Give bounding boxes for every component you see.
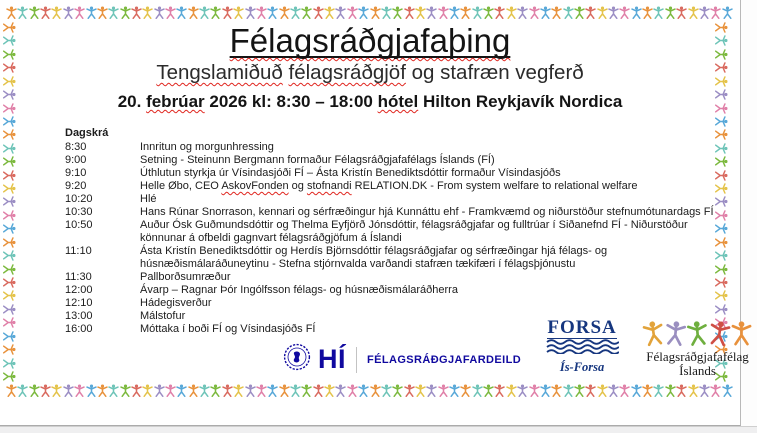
agenda-item-text: Móttaka í boði FÍ og Vísindasjóðs FÍ xyxy=(140,323,316,335)
agenda-item-text: Hans Rúnar Snorrason, kennari og sérfræðingur hjá Kunnáttu ehf - Framkvæmd og niðurstöður stefnumótunardags FÍ xyxy=(140,206,714,218)
agenda xyxy=(65,127,723,336)
agenda-time: 9:10 xyxy=(65,167,87,179)
agenda-item-text: Úthlutun styrkja úr Vísindasjóði FÍ – Ásta Kristín Benediktsdóttir formaður Vísindasjóðs xyxy=(140,167,561,179)
window-bottom-strip xyxy=(0,426,757,433)
forsa-logo xyxy=(539,318,625,375)
agenda-list xyxy=(65,141,723,336)
agenda-row xyxy=(65,206,723,219)
agenda-item-text: Málstofur xyxy=(140,310,186,322)
logos-row xyxy=(283,314,752,384)
agenda-row xyxy=(65,141,723,154)
date-line xyxy=(0,92,740,112)
agenda-item-text: Helle Øbo, CEO AskovFonden og stofnandi RELATION.DK - From system welfare to relational welfare xyxy=(140,180,638,192)
hi-logo xyxy=(283,343,521,376)
agenda-time: 9:20 xyxy=(65,180,87,192)
agenda-time: 13:00 xyxy=(65,310,93,322)
agenda-row xyxy=(65,271,723,284)
hi-seal-icon xyxy=(283,343,311,376)
hi-department-label: FÉLAGSRÁÐGJAFARDEILD xyxy=(367,353,522,366)
page-title-text: Félagsráðgjafaþing xyxy=(229,22,511,59)
paper-doll-border-bottom xyxy=(6,384,733,397)
date-line-text: 20. febrúar 2026 kl: 8:30 – 18:00 hótel Hilton Reykjavík Nordica xyxy=(117,92,623,111)
fi-name-line2: Íslands xyxy=(679,363,716,378)
forsa-name: FORSA xyxy=(547,317,617,338)
fi-logo xyxy=(643,314,752,378)
agenda-time: 12:00 xyxy=(65,284,93,296)
agenda-item-text: Hlé xyxy=(140,193,157,205)
agenda-time: 11:30 xyxy=(65,271,92,283)
agenda-time: 16:00 xyxy=(65,323,93,335)
paper-doll-border-top xyxy=(6,6,733,19)
agenda-time: 10:30 xyxy=(65,206,93,218)
agenda-time: 11:10 xyxy=(65,245,92,257)
agenda-row xyxy=(65,297,723,310)
agenda-row xyxy=(65,167,723,180)
agenda-item-text: Auður Ósk Guðmundsdóttir og Thelma Eyfjörð Jónsdóttir, félagsráðgjafar og fulltrúar í Siðanefnd FÍ - Niðurstöður könnunar á ofbeldi gagnvart félagsráðgjöfum á Íslandi xyxy=(140,219,688,244)
page-title xyxy=(0,22,740,60)
agenda-item-text: Pallborðsumræður xyxy=(140,271,231,283)
agenda-time: 10:20 xyxy=(65,193,93,205)
subtitle-text: Tengslamiðuð félagsráðgjöf og stafræn vegferð xyxy=(156,61,584,84)
agenda-row xyxy=(65,180,723,193)
agenda-row xyxy=(65,245,723,271)
agenda-time: 8:30 xyxy=(65,141,87,153)
subtitle xyxy=(0,61,740,85)
hi-abbreviation: HÍ xyxy=(318,344,346,374)
agenda-time: 9:00 xyxy=(65,154,87,166)
forsa-subname: Ís-Forsa xyxy=(559,360,605,374)
agenda-time: 12:10 xyxy=(65,297,93,309)
agenda-row xyxy=(65,193,723,206)
hi-logo-divider xyxy=(356,347,357,373)
agenda-row xyxy=(65,154,723,167)
agenda-item-text: Ásta Kristín Benediktsdóttir og Herdís Björnsdóttir félagsráðgjafar og sérfræðingar hjá félags- og húsnæðismálaráðuneytinu - Stefna stjórnvalda varðandi stafræn tækifæri í félagsþjónustu xyxy=(140,245,608,270)
agenda-item-text: Hádegisverður xyxy=(140,297,212,309)
agenda-time: 10:50 xyxy=(65,219,93,231)
agenda-item-text: Innritun og morgunhressing xyxy=(140,141,274,153)
forsa-waves-icon xyxy=(539,339,625,359)
agenda-item-text: Ávarp – Ragnar Þór Ingólfsson félags- og húsnæðismálaráðherra xyxy=(140,284,458,296)
fi-name-line1: Félagsráðgjafafélag xyxy=(646,349,749,364)
agenda-heading: Dagskrá xyxy=(65,127,109,139)
agenda-row xyxy=(65,219,723,245)
agenda-row xyxy=(65,284,723,297)
fi-dancers-icon xyxy=(643,314,752,350)
agenda-item-text: Setning - Steinunn Bergmann formaður Félagsráðgjafafélags Íslands (FÍ) xyxy=(140,154,495,166)
